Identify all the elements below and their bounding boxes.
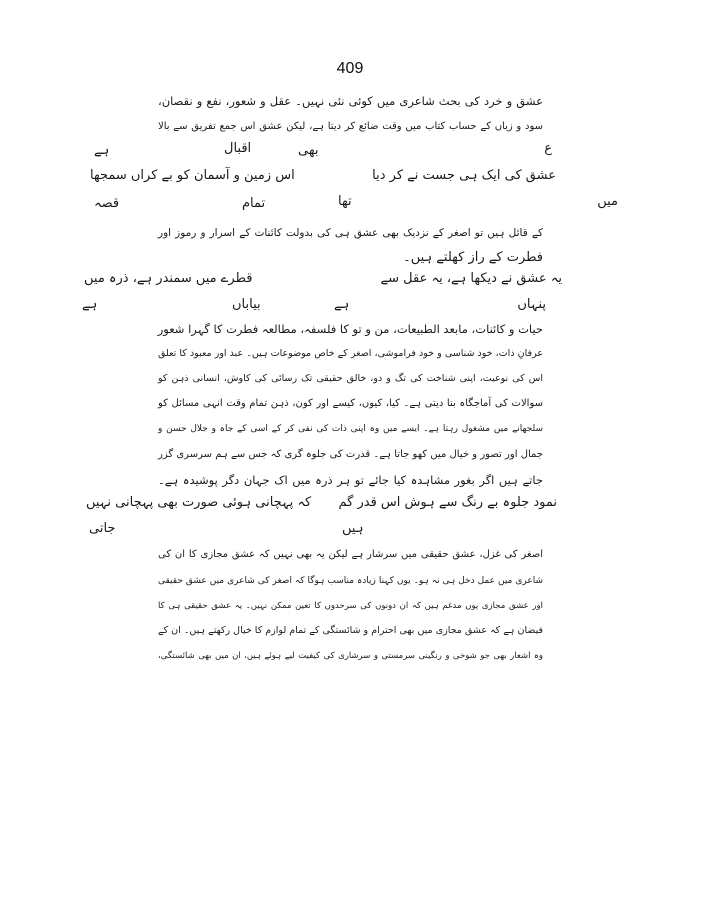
verse-word: تھا — [338, 194, 352, 209]
verse-hemistich-right: عشق کی ایک ہی جست نے کر دیا — [372, 168, 556, 183]
verse-hemistich-right: یہ عشق نے دیکھا ہے، یہ عقل سے — [380, 271, 562, 286]
verse-word: ہے — [94, 143, 110, 158]
verse-word: بھی — [298, 143, 319, 158]
verse-hemistich-right: نمود جلوہ بے رنگ سے ہوش اس قدر گم — [338, 495, 557, 510]
paragraph-line: جاتے ہیں اگر بغور مشاہدہ کیا جائے تو ہر ذرہ میں اک جہان دگر پوشیدہ ہے۔ — [158, 473, 543, 487]
verse-word: ع — [544, 141, 552, 156]
verse-word: پنہاں — [517, 297, 546, 312]
verse-hemistich-left: قطرے میں سمندر ہے، ذرہ میں — [84, 271, 253, 286]
paragraph-line: وہ اشعار بھی جو شوخی و رنگینی سرمستی و سرشاری کی کیفیت لیے ہوئے ہیں، ان میں بھی شائستگی، — [158, 651, 543, 661]
verse-word: ہے — [334, 297, 350, 312]
paragraph-line: فیضان ہے کہ عشق مجازی میں بھی احترام و شائستگی کے تمام لوازم کا خیال رکھتے ہیں۔ ان کے — [158, 625, 543, 636]
paragraph-line: اس کی نوعیت، اپنی شناخت کی تگ و دو، خالق حقیقی تک رسائی کی کاوش، انسانی ذہن کو — [158, 373, 543, 384]
verse-word: ہے — [82, 297, 98, 312]
paragraph-line: سود و زیاں کے حساب کتاب میں وقت ضائع کر دیتا ہے، لیکن عشق اس جمع تفریق سے بالا — [158, 121, 543, 132]
verse-hemistich-left: کہ پہچانی ہوئی صورت بھی پہچانی نہیں — [86, 495, 312, 510]
paragraph-line: عرفانِ ذات، خود شناسی و خود فراموشی، اصغر کے خاص موضوعات ہیں۔ عبد اور معبود کا تعلق — [158, 348, 543, 359]
paragraph-line: سلجھانے میں مشغول رہتا ہے۔ ایسے میں وہ اپنی ذات کی نفی کر کے اسی کے جاہ و جلال حسن و — [158, 424, 543, 434]
paragraph-line: اصغر کی غزل، عشق حقیقی میں سرشار ہے لیکن یہ بھی نہیں کہ عشق مجازی کا ان کی — [158, 549, 543, 560]
verse-word: بیاباں — [232, 297, 261, 312]
verse-word: قصہ — [94, 196, 120, 211]
paragraph-line: اور عشق مجازی یوں مدغم ہیں کہ ان دونوں کی سرحدوں کا تعین ممکن نہیں۔ یہ عشق حقیقی ہی کا — [158, 601, 543, 611]
paragraph-line: جمال اور تصور و خیال میں کھو جاتا ہے۔ قدرت کی جلوہ گری کہ جس سے ہم سرسری گزر — [158, 449, 543, 460]
paragraph-line: فطرت کے راز کھلتے ہیں۔ — [403, 250, 543, 265]
verse-word: جاتی — [89, 521, 116, 536]
paragraph-line: کے قائل ہیں تو اصغر کے نزدیک بھی عشق ہی کی بدولت کائنات کے اسرار و رموز اور — [158, 227, 543, 239]
verse-word: ہیں — [342, 521, 364, 536]
paragraph-line: حیات و کائنات، مابعد الطبیعات، من و تو کا فلسفہ، مطالعہ فطرت کا گہرا شعور — [157, 322, 543, 336]
verse-hemistich-left: اس زمین و آسمان کو بے کراں سمجھا — [90, 168, 295, 183]
verse-word: میں — [597, 194, 618, 209]
verse-word: اقبال — [224, 141, 252, 156]
verse-word: تمام — [242, 196, 266, 211]
paragraph-line: شاعری میں عمل دخل ہی نہ ہو۔ یوں کہنا زیادہ مناسب ہوگا کہ اصغر کی شاعری میں عشق حقیقی — [158, 576, 543, 586]
page-number: 409 — [336, 60, 364, 77]
paragraph-line: سوالات کی آماجگاہ بنا دیتی ہے۔ کیا، کیوں، کیسے اور کون، ذہن تمام وقت انہی مسائل کو — [158, 398, 543, 409]
paragraph-line: عشق و خرد کی بحث شاعری میں کوئی نئی نہیں۔ عقل و شعور، نفع و نقصان، — [158, 94, 543, 108]
